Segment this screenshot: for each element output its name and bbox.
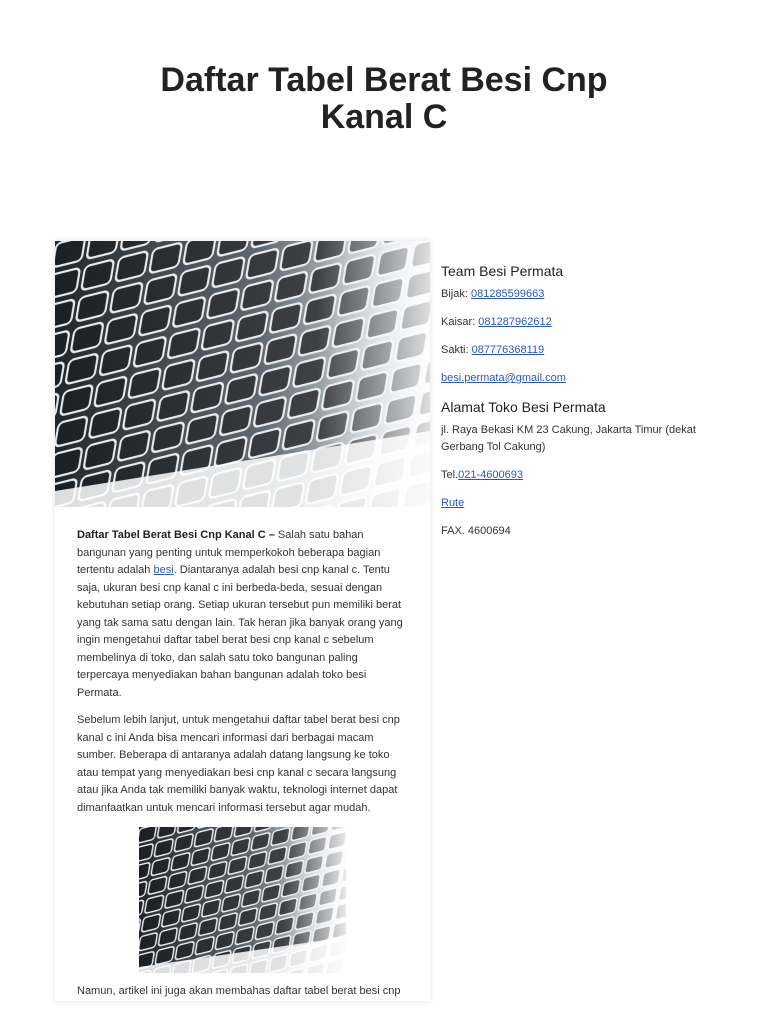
intro-text-tail: . Diantaranya adalah besi cnp kanal c. Tentu saja, ukuran besi cnp kanal c ini berbeda-beda, sesuai dengan kebutuhan setiap orang. Setiap ukuran tersebut pun memiliki berat yang tak sama satu dengan lain. Tak heran jika banyak orang yang ingin mengetahui daftar tabel berat besi cnp kanal c sebelum membelinya di toko, dan salah satu toko bangunan paling terpercaya menyediakan bahan bangunan adalah toko besi Permata.: [77, 564, 403, 699]
contact-label: Bijak:: [441, 288, 471, 300]
besi-link[interactable]: besi: [153, 564, 174, 576]
paragraph-3: Namun, artikel ini juga akan membahas daftar tabel berat besi cnp: [77, 985, 401, 997]
article-body: [77, 527, 409, 827]
tel-label: Tel.: [441, 469, 459, 481]
hero-image-steel-c-channels: [55, 241, 430, 507]
steel-channels-illustration: [55, 241, 430, 507]
phone-link-sakti[interactable]: 087776368119: [471, 344, 545, 356]
contact-bijak: [441, 286, 711, 303]
route-link[interactable]: Rute: [441, 497, 465, 509]
contact-label: Kaisar:: [441, 316, 479, 328]
fax-text: FAX. 4600694: [441, 525, 511, 537]
phone-link-kaisar[interactable]: 081287962612: [478, 316, 552, 328]
sidebar: [441, 262, 711, 551]
email-link[interactable]: besi.permata@gmail.com: [441, 372, 566, 384]
page-title: Daftar Tabel Berat Besi Cnp Kanal C: [160, 61, 608, 136]
address-heading: Alamat Toko Besi Permata: [441, 399, 606, 415]
address-text: jl. Raya Bekasi KM 23 Cakung, Jakarta Timur (dekat Gerbang Tol Cakung): [441, 424, 696, 453]
email-row: [441, 370, 711, 387]
paragraph-2: Sebelum lebih lanjut, untuk mengetahui daftar tabel berat besi cnp kanal c ini Anda bisa mencari informasi dari berbagai macam sumber. Beberapa di antaranya adalah datang langsung ke toko atau tempat yang menyediakan besi cnp kanal c secara langsung atau jika Anda tak memiliki banyak waktu, teknologi internet dapat dimanfaatkan untuk mencari informasi tersebut agar mudah.: [77, 714, 400, 814]
steel-channels-thumbnail: [139, 827, 346, 973]
phone-link-bijak[interactable]: 081285599663: [470, 288, 545, 300]
article-card: [55, 241, 430, 1001]
intro-paragraph: [77, 527, 409, 702]
intro-bold-title: Daftar Tabel Berat Besi Cnp Kanal C –: [77, 529, 275, 541]
route-row: [441, 495, 711, 512]
team-heading: Team Besi Permata: [441, 263, 564, 279]
inline-image-steel-c-channels: [139, 827, 346, 973]
contact-sakti: [441, 342, 711, 359]
tel-row: [441, 467, 711, 484]
contact-label: Sakti:: [441, 344, 472, 356]
contact-kaisar: [441, 314, 711, 331]
tel-link[interactable]: 021-4600693: [458, 469, 523, 481]
intro-text: Salah satu bahan bangunan yang penting untuk memperkokoh beberapa bagian tertentu adalah: [77, 529, 381, 576]
